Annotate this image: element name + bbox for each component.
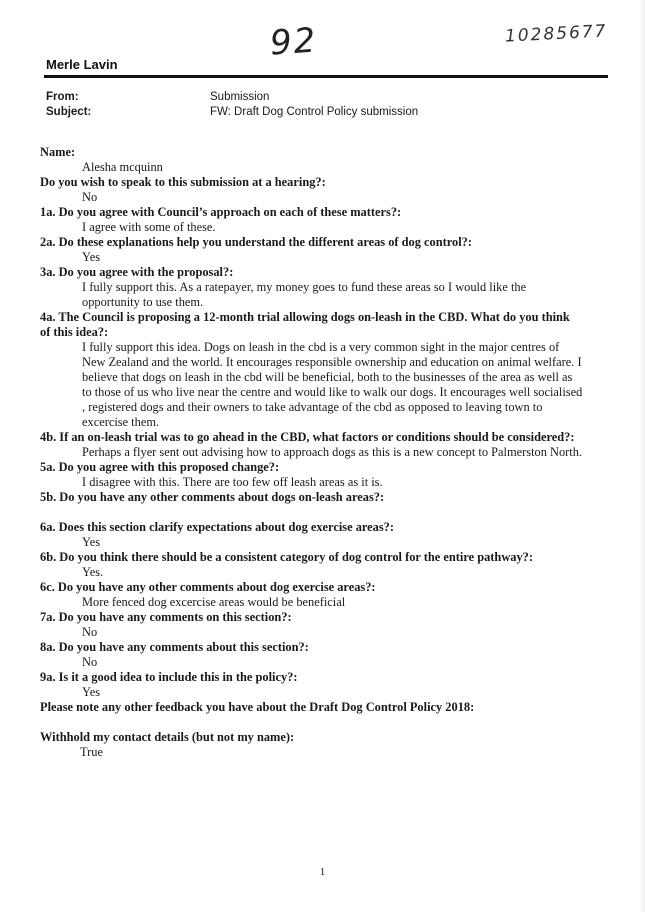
hearing-question: Do you wish to speak to this submission at a hearing?: — [40, 175, 326, 189]
answer-4a-line-2: New Zealand and the world. It encourages responsible ownership and education on animal welfare. I — [82, 355, 582, 369]
answer-5a: I disagree with this. There are too few off leash areas as it is. — [82, 475, 383, 489]
question-7a: 7a. Do you have any comments on this section?: — [40, 610, 292, 624]
answer-6c: More fenced dog excercise areas would be beneficial — [82, 595, 346, 609]
question-3a: 3a. Do you agree with the proposal?: — [40, 265, 234, 279]
email-meta — [46, 90, 418, 120]
question-5a: 5a. Do you agree with this proposed change?: — [40, 460, 280, 474]
question-6a: 6a. Does this section clarify expectations about dog exercise areas?: — [40, 520, 394, 534]
answer-9a: Yes — [82, 685, 101, 699]
answer-6a: Yes — [82, 535, 101, 549]
subject-label: Subject: — [46, 106, 92, 118]
from-label: From: — [46, 91, 79, 103]
handwritten-number: 92 — [268, 20, 319, 64]
scan-edge-shadow — [639, 0, 645, 912]
subject-row — [46, 105, 418, 120]
answer-4a-line-3: believe that dogs on leash in the cbd will be beneficial, both to the businesses of the area as well as — [82, 370, 573, 384]
empty-feedback-answer — [40, 715, 606, 730]
question-4a-line-1: 4a. The Council is proposing a 12-month trial allowing dogs on-leash in the CBD. What do you think — [40, 310, 570, 324]
handwritten-reference: 10285677 — [504, 21, 608, 47]
sender-name: Merle Lavin — [46, 57, 118, 72]
answer-4a-line-4: to those of us who live near the centre and would like to walk our dogs. It encourages well socialised — [82, 385, 583, 399]
question-8a: 8a. Do you have any comments about this section?: — [40, 640, 309, 654]
name-label: Name: — [40, 145, 76, 159]
answer-3a-line-1: I fully support this. As a ratepayer, my money goes to fund these areas so I would like the — [82, 280, 527, 294]
header-divider — [44, 75, 608, 78]
answer-6b: Yes. — [82, 565, 104, 579]
answer-8a: No — [82, 655, 98, 669]
withhold-question: Withhold my contact details (but not my name): — [40, 730, 295, 744]
answer-2a: Yes — [82, 250, 101, 264]
submission-body — [40, 145, 606, 760]
answer-4b: Perhaps a flyer sent out advising how to approach dogs as this is a new concept to Palmerston North. — [82, 445, 582, 459]
page-number: 1 — [319, 866, 326, 878]
from-value: Submission — [210, 91, 270, 103]
question-4b: 4b. If an on-leash trial was to go ahead in the CBD, what factors or conditions should be considered?: — [40, 430, 575, 444]
hearing-answer: No — [82, 190, 98, 204]
question-6b: 6b. Do you think there should be a consistent category of dog control for the entire pathway?: — [40, 550, 533, 564]
empty-answer-5b — [40, 505, 606, 520]
answer-4a-line-6: excercise them. — [82, 415, 160, 429]
answer-3a-line-2: opportunity to use them. — [82, 295, 204, 309]
subject-value: FW: Draft Dog Control Policy submission — [210, 106, 419, 118]
withhold-answer: True — [80, 745, 103, 759]
question-6c: 6c. Do you have any other comments about dog exercise areas?: — [40, 580, 376, 594]
name-value: Alesha mcquinn — [82, 160, 163, 174]
answer-7a: No — [82, 625, 98, 639]
question-5b: 5b. Do you have any other comments about dogs on-leash areas?: — [40, 490, 385, 504]
answer-1a: I agree with some of these. — [82, 220, 216, 234]
answer-4a-line-5: , registered dogs and their owners to take advantage of the cbd as opposed to leaving town to — [82, 400, 543, 414]
answer-4a-line-1: I fully support this idea. Dogs on leash in the cbd is a very common sight in the major centres of — [82, 340, 560, 354]
question-9a: 9a. Is it a good idea to include this in the policy?: — [40, 670, 298, 684]
from-row — [46, 90, 418, 105]
question-2a: 2a. Do these explanations help you understand the different areas of dog control?: — [40, 235, 472, 249]
other-feedback-question: Please note any other feedback you have about the Draft Dog Control Policy 2018: — [40, 700, 475, 714]
question-4a-line-2: of this idea?: — [40, 325, 109, 339]
question-1a: 1a. Do you agree with Council’s approach on each of these matters?: — [40, 205, 402, 219]
